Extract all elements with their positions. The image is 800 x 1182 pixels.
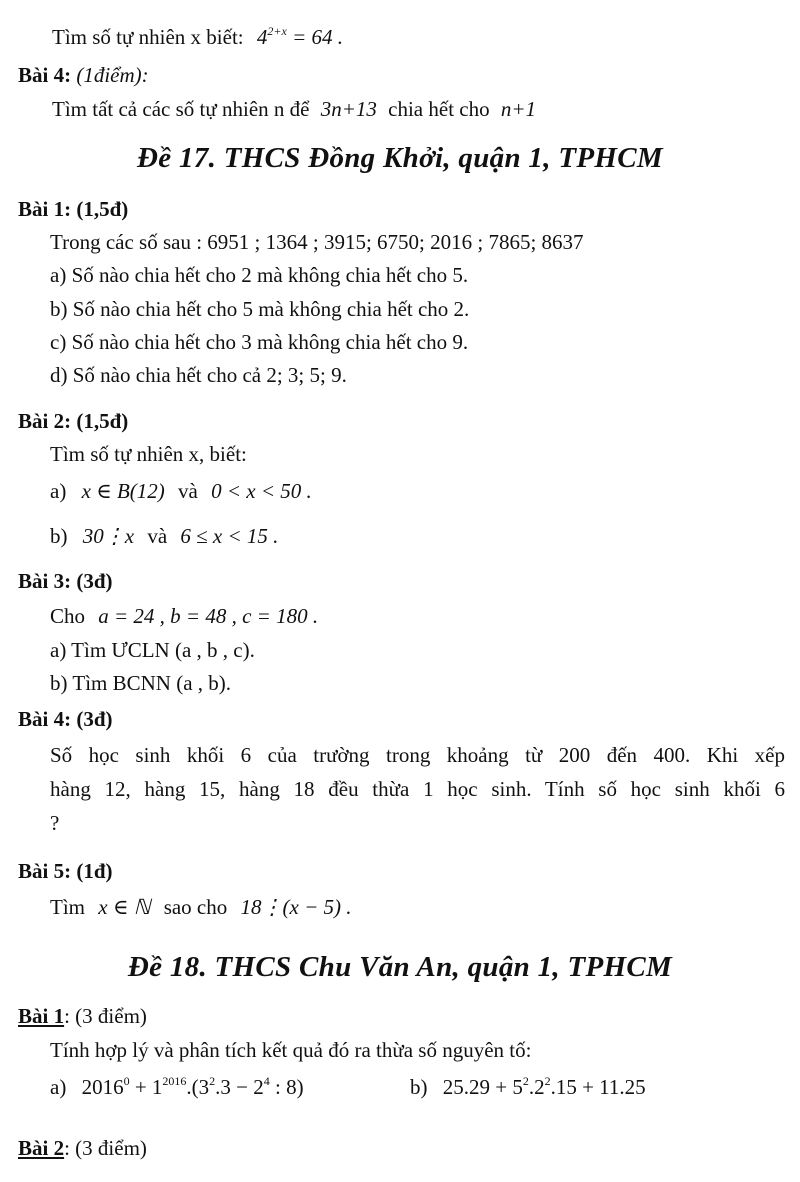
de17-bai1-c: c) Số nào chia hết cho 3 mà không chia hết cho 9. (50, 330, 469, 354)
de18-bai2-heading: Bài 2: (3 điểm) (18, 1136, 147, 1160)
de17-bai4-line1: Số học sinh khối 6 của trường trong khoảng từ 200 đến 400. Khi xếp (50, 743, 785, 767)
de17-bai4-heading: Bài 4: (3đ) (18, 707, 113, 731)
de17-bai1-intro: Trong các số sau : 6951 ; 1364 ; 3915; 6750; 2016 ; 7865; 8637 (50, 230, 584, 254)
de18-bai1-a-expression: $2016^0 + 1^{2016}.(3^2.3 - 2^4$ : 8) (81, 1074, 304, 1099)
de17-bai2-heading: Bài 2: (1,5đ) (18, 409, 129, 433)
de17-bai4-line3: ? (50, 811, 60, 835)
de18-bai1-heading: Bài 1: (3 điểm) (18, 1004, 147, 1028)
de17-bai4-line2: hàng 12, hàng 15, hàng 18 đều thừa 1 học sinh. Tính số học sinh khối 6 (50, 777, 785, 801)
find-x-math: $4^{2+x} = 64$ . (256, 24, 343, 49)
find-x-line (52, 24, 343, 50)
de17-bai3-b: b) Tìm BCNN (a , b). (50, 671, 232, 695)
de17-bai1-b: b) Số nào chia hết cho 5 mà không chia hết cho 2. (50, 297, 470, 321)
de17-bai2-b: b) 30⋮x và 6 ≤ x < 15 . (50, 524, 279, 548)
de17-bai3-heading: Bài 3: (3đ) (18, 569, 113, 593)
de17-bai5-text: Tìm x ∈ ℕ sao cho 18⋮(x − 5) . (50, 895, 352, 919)
de17-bai1-heading: Bài 1: (1,5đ) (18, 197, 129, 221)
de18-bai1-a: a) $2016^0 + 1^{2016}.(3^2.3 - 2^4$ : 8) (50, 1074, 304, 1099)
de18-bai1-intro: Tính hợp lý và phân tích kết quả đó ra thừa số nguyên tố: (50, 1038, 532, 1062)
de17-bai2-intro: Tìm số tự nhiên x, biết: (50, 442, 247, 466)
de17-bai5-heading: Bài 5: (1đ) (18, 859, 113, 883)
de18-bai1-b-expression: $25.29 + 5^2.2^2.15 + 11.25$ (442, 1074, 646, 1099)
de18-bai1-b: b) $25.29 + 5^2.2^2.15 + 11.25$ (410, 1074, 646, 1099)
de18-title: Đề 18. THCS Chu Văn An, quận 1, TPHCM (127, 951, 673, 983)
de17-title: Đề 17. THCS Đồng Khởi, quận 1, TPHCM (137, 142, 663, 174)
de17-bai1-a: a) Số nào chia hết cho 2 mà không chia hết cho 5. (50, 263, 469, 287)
prev-bai4-heading: Bài 4: (1điểm): (18, 63, 149, 87)
find-x-text: Tìm số tự nhiên x biết: (52, 25, 244, 49)
de17-bai3-intro: Cho a = 24 , b = 48 , c = 180 . (50, 604, 319, 628)
de17-bai1-d: d) Số nào chia hết cho cả 2; 3; 5; 9. (50, 363, 347, 387)
prev-bai4-text: Tìm tất cả các số tự nhiên n để 3n+13 chia hết cho n+1 (52, 97, 537, 121)
de17-bai2-a: a) x ∈ B(12) và 0 < x < 50 . (50, 479, 312, 503)
de17-bai3-a: a) Tìm ƯCLN (a , b , c). (50, 638, 255, 662)
